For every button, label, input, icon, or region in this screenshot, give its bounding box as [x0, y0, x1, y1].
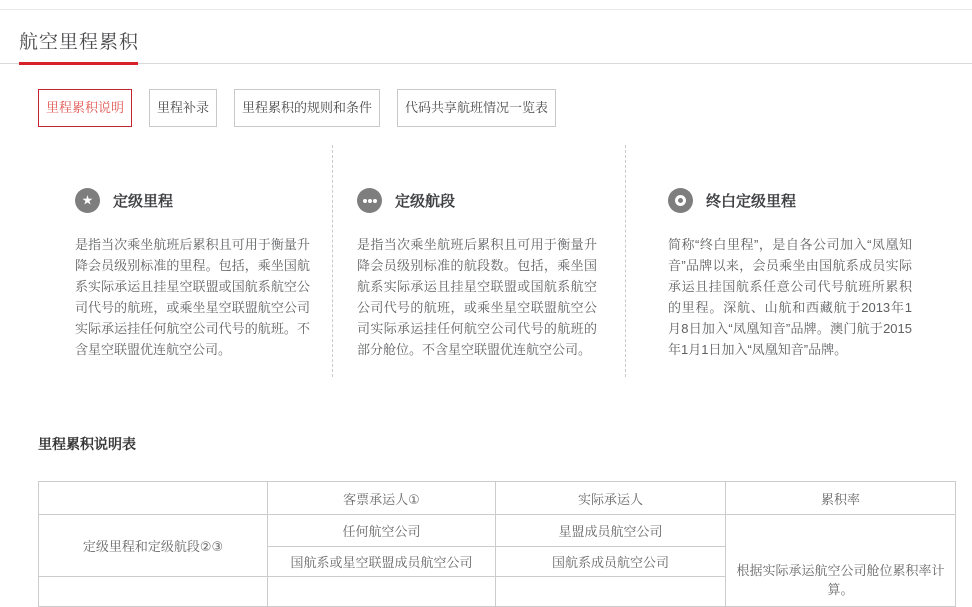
info-column-title: 定级航段 [395, 193, 456, 210]
table-cell [496, 577, 726, 607]
tab-bar [38, 89, 972, 127]
table-cell [268, 577, 496, 607]
info-column-body: 简称“终白里程”，是自各公司加入“凤凰知音”品牌以来，会员乘坐由国航系成员实际承运且挂国航系任意公司代号航班所累积的里程。深航、山航和西藏航于2013年1月8日加入“凤凰知音”品牌。澳门航于2015年1月1日加入“凤凰知音”品牌。 [668, 237, 912, 357]
top-divider [0, 9, 972, 10]
ticket-carrier-cell: 国航系或星空联盟成员航空公司 [268, 547, 496, 577]
info-column-title: 定级里程 [113, 193, 174, 210]
title-underline [0, 63, 972, 64]
page-title: 航空里程累积 [19, 32, 140, 53]
actual-carrier-cell: 星盟成员航空公司 [496, 515, 726, 547]
info-column-tier-segments [332, 145, 625, 377]
info-column-header [75, 188, 310, 213]
table-header-empty [39, 482, 268, 515]
info-column-lifetime-tier-mileage [625, 145, 918, 377]
table-header-actual-carrier: 实际承运人 [496, 482, 726, 515]
info-column-tier-mileage [39, 145, 332, 377]
row-label-cell: 定级里程和定级航段②③ [39, 515, 268, 577]
ticket-carrier-cell: 任何航空公司 [268, 515, 496, 547]
info-column-body: 是指当次乘坐航班后累积且可用于衡量升降会员级别标准的航段数。包括，乘坐国航系实际承运且挂星空联盟或国航系航空公司代号的航班，或乘坐星空联盟航空公司实际承运挂任何航空公司代号的航班的部分舱位。不含星空联盟优连航空公司。 [357, 237, 597, 357]
tab-codeshare-flight-overview[interactable]: 代码共享航班情况一览表 [397, 89, 556, 127]
tab-mileage-accrual-description[interactable]: 里程累积说明 [38, 89, 132, 127]
ring-circle-icon [668, 188, 693, 213]
tab-mileage-retro-credit[interactable]: 里程补录 [149, 89, 217, 127]
title-underline-accent [19, 62, 138, 65]
table-header-row [39, 482, 956, 515]
mileage-accrual-table [38, 481, 956, 607]
accrual-rate-cell: 根据实际承运航空公司舱位累积率计算。 [726, 515, 956, 607]
star-circle-icon: ★ [75, 188, 100, 213]
ellipsis-circle-icon [357, 188, 382, 213]
info-column-title: 终白定级里程 [706, 193, 797, 210]
tab-accrual-rules-and-conditions[interactable]: 里程累积的规则和条件 [234, 89, 380, 127]
actual-carrier-cell: 国航系成员航空公司 [496, 547, 726, 577]
table-cell [39, 577, 268, 607]
info-column-body: 是指当次乘坐航班后累积且可用于衡量升降会员级别标准的里程。包括，乘坐国航系实际承运且挂星空联盟或国航系航空公司代号的航班，或乘坐星空联盟航空公司实际承运挂任何航空公司代号的航班。不含星空联盟优连航空公司。 [75, 237, 310, 357]
table-header-accrual-rate: 累积率 [726, 482, 956, 515]
table-section-title: 里程累积说明表 [38, 436, 136, 452]
table-row [39, 515, 956, 547]
table-header-ticket-carrier: 客票承运人① [268, 482, 496, 515]
info-column-header [357, 188, 597, 213]
info-column-header [668, 188, 912, 213]
info-columns [39, 145, 972, 377]
